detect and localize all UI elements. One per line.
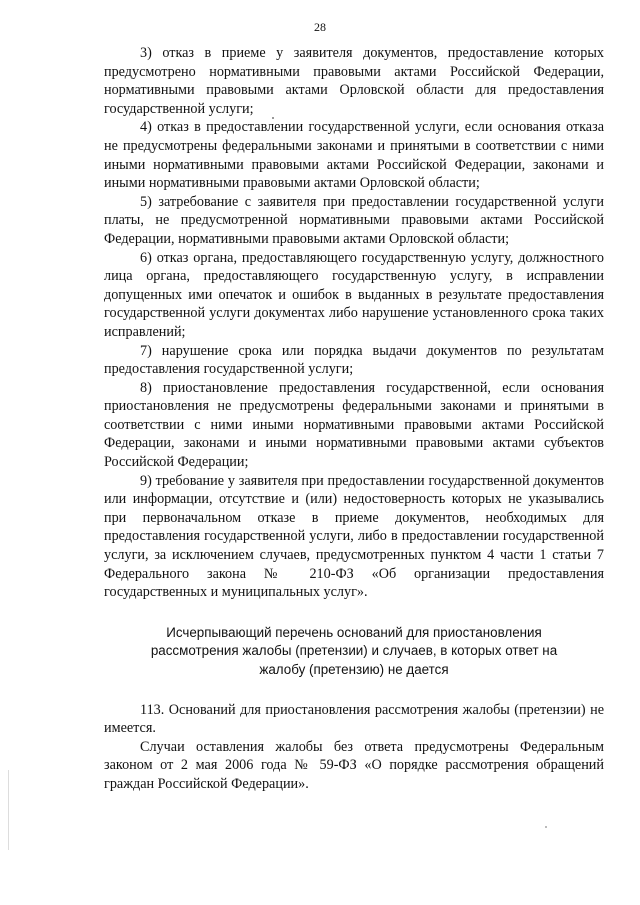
- scan-speck: [272, 117, 274, 119]
- list-item: 4) отказ в предоставлении государственной услуги, если основания отказа не предусмотрены федеральными законами и принятыми в соответствии с ними иными нормативными правовыми актами Российской Федерации, законами и иными нормативными правовыми актами Орловской области;: [104, 119, 604, 192]
- list-item: 7) нарушение срока или порядка выдачи документов по результатам предоставления государственной услуги;: [104, 342, 604, 378]
- scan-edge-mark: [8, 770, 9, 850]
- section-heading: [104, 624, 604, 680]
- paragraph-113: 113. Оснований для приостановления рассмотрения жалобы (претензии) не имеется.: [104, 701, 604, 737]
- section-heading-line: Исчерпывающий перечень оснований для приостановления: [166, 624, 542, 640]
- list-item: 5) затребование с заявителя при предоставлении государственной услуги платы, не предусмотренной нормативными правовыми актами Российской Федерации, нормативными правовыми актами Орловской области;: [104, 193, 604, 247]
- paragraph-no-answer-cases: Случаи оставления жалобы без ответа предусмотрены Федеральным законом от 2 мая 2006 года № 59-ФЗ «О порядке рассмотрения обращений граждан Российской Федерации».: [104, 738, 604, 792]
- scan-speck: [545, 826, 547, 828]
- list-item: 6) отказ органа, предоставляющего государственную услугу, должностного лица органа, предоставляющего государственную услугу, в исправлении допущенных ими опечаток и ошибок в выданных в результате предоставления государственной услуги документах либо нарушение установленного срока таких исправлений;: [104, 249, 604, 340]
- list-item: 8) приостановление предоставления государственной, если основания приостановления не предусмотрены федеральными законами и принятыми в соответствии с ними иными нормативными правовыми актами Российской Федерации, законами и иными нормативными правовыми актами субъектов Российской Федерации;: [104, 379, 604, 471]
- list-item: 9) требование у заявителя при предоставлении государственной документов или информации, отсутствие и (или) недостоверность которых не указывались при первоначальном отказе в приеме документов, необходимых для предоставления государственной услуги, либо в предоставлении государственной услуги, за исключением случаев, предусмотренных пунктом 4 части 1 статьи 7 Федерального закона № 210-ФЗ «Об организации предоставления государственных и муниципальных услуг».: [104, 472, 604, 601]
- section-heading-line: жалобу (претензию) не дается: [259, 662, 449, 677]
- section-heading-line: рассмотрения жалобы (претензии) и случаев, в которых ответ на: [150, 643, 558, 659]
- page-number: 28: [314, 20, 326, 34]
- document-body: [104, 44, 604, 794]
- list-item: 3) отказ в приеме у заявителя документов, предоставление которых предусмотрено нормативными правовыми актами Российской Федерации, нормативными правовыми актами Орловской области для предоставления государственной услуги;: [104, 45, 604, 117]
